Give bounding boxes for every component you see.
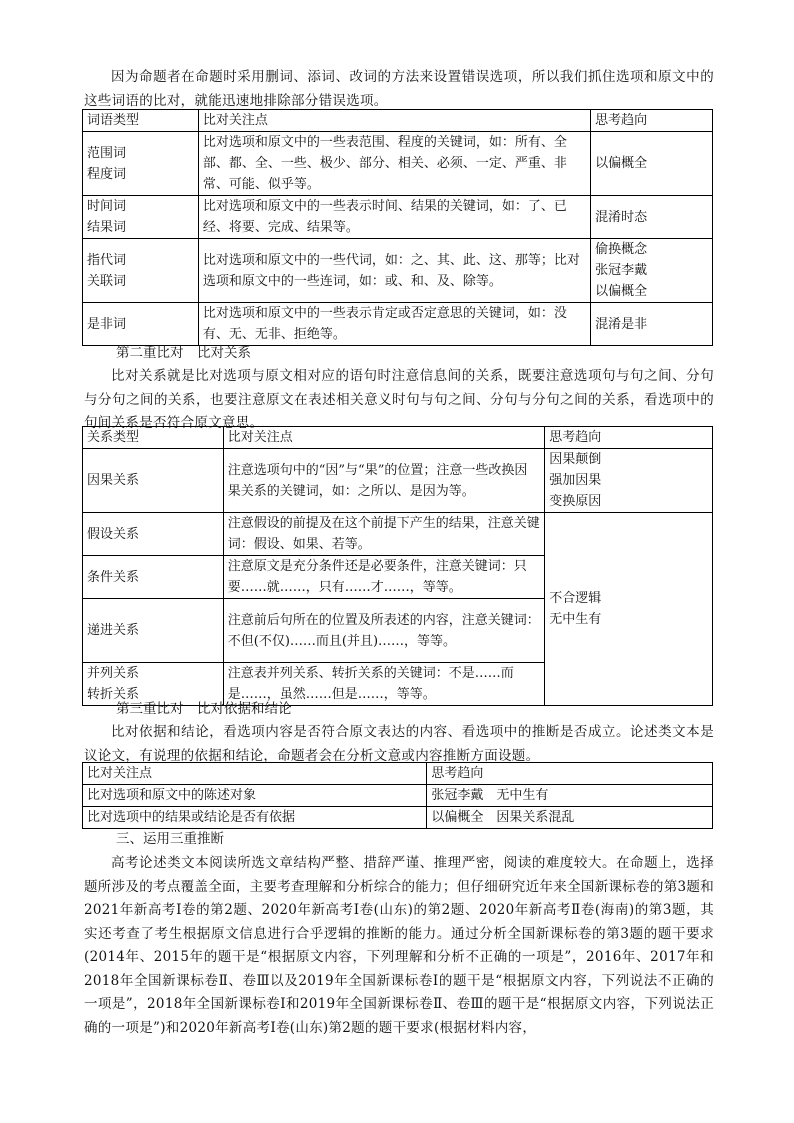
header-cell: 比对关注点 (223, 427, 545, 449)
section-heading: 第三重比对 比对依据和结论 (116, 701, 292, 717)
section-heading: 三、运用三重推断 (116, 831, 224, 847)
word-type-cell: 时间词 结果词 (83, 196, 199, 239)
trend-cell: 以偏概全 因果关系混乱 (427, 807, 713, 829)
trend-cell: 张冠李戴 无中生有 (427, 785, 713, 807)
focus-cell: 注意原文是充分条件还是必要条件，注意关键词：只要……就……，只有……才……，等等。 (223, 556, 545, 599)
section-paragraph: 高考论述类文本阅读所选文章结构严整、措辞严谨、推理严密，阅读的难度较大。在命题上，选择题所涉及的考点覆盖全面，主要考查理解和分析综合的能力；但仔细研究近年来全国新课标卷的第3题和2021年新高考Ⅰ卷的第2题、2020年新高考Ⅰ卷(山东)的第2题、2020年新高考Ⅱ卷(海南)的第3题，其实还考查了考生根据原文信息进行合乎逻辑的推断的能力。通过分析全国新课标卷的第3题的题干要求(2014年、2015年的题干是“根据原文内容，下列理解和分析不正确的一项是”，2016年、2017年和2018年全国新课标卷Ⅱ、卷Ⅲ以及2019年全国新课标卷Ⅰ的题干是“根据原文内容，下列说法不正确的一项是”，2018年全国新课标卷Ⅰ和2019年全国新课标卷Ⅱ、卷Ⅲ的题干是“根据原文内容，下列说法正确的一项是”)和2020年新高考Ⅰ卷(山东)第2题的题干要求(根据材料内容， (84, 855, 714, 1036)
focus-cell: 比对选项中的结果或结论是否有依据 (83, 807, 427, 829)
focus-cell: 注意假设的前提及在这个前提下产生的结果，注意关键词：假设、如果、若等。 (223, 513, 545, 556)
table-row (83, 132, 713, 196)
relation-type-cell: 递进关系 (83, 599, 224, 663)
section-heading: 第二重比对 比对关系 (116, 345, 251, 361)
word-comparison-table (82, 109, 713, 346)
header-cell: 思考趋向 (591, 110, 713, 132)
trend-cell: 混淆时态 (591, 196, 713, 239)
word-type-cell: 指代词 关联词 (83, 239, 199, 303)
table-header-row (83, 110, 713, 132)
header-cell: 关系类型 (83, 427, 224, 449)
header-cell: 思考趋向 (427, 763, 713, 785)
focus-cell: 注意选项句中的“因”与“果”的位置；注意一些改换因果关系的关键词，如：之所以、是因为等。 (223, 449, 545, 513)
trend-cell: 因果颠倒 强加因果 变换原因 (545, 449, 713, 513)
relation-type-cell: 因果关系 (83, 449, 224, 513)
focus-cell: 比对选项和原文中的陈述对象 (83, 785, 427, 807)
relation-type-cell: 条件关系 (83, 556, 224, 599)
header-cell: 词语类型 (83, 110, 199, 132)
table-row (83, 513, 713, 556)
focus-cell: 比对选项和原文中的一些表范围、程度的关键词，如：所有、全部、都、全、一些、极少、部分、相关、必须、一定、严重、非常、可能、似乎等。 (198, 132, 590, 196)
focus-cell: 比对选项和原文中的一些代词，如：之、其、此、这、那等；比对选项和原文中的一些连词，如：或、和、及、除等。 (198, 239, 590, 303)
word-type-cell: 范围词 程度词 (83, 132, 199, 196)
word-type-cell: 是非词 (83, 303, 199, 346)
intro-paragraph: 因为命题者在命题时采用删词、添词、改词的方法来设置错误选项，所以我们抓住选项和原文中的这些词语的比对，就能迅速地排除部分错误选项。 (84, 69, 714, 109)
table-row (83, 449, 713, 513)
table-row (83, 303, 713, 346)
relation-comparison-table (82, 426, 713, 706)
merged-trend-cell: 不合逻辑 无中生有 (545, 513, 713, 706)
focus-cell: 比对选项和原文中的一些表示时间、结果的关键词，如：了、已经、将要、完成、结果等。 (198, 196, 590, 239)
basis-conclusion-table (82, 762, 713, 829)
section-paragraph: 比对依据和结论，看选项内容是否符合原文表达的内容、看选项中的推断是否成立。论述类文本是议论文，有说理的依据和结论，命题者会在分析文意或内容推断方面设题。 (84, 724, 714, 764)
focus-cell: 注意前后句所在的位置及所表述的内容，注意关键词：不但(不仅)……而且(并且)……，等等。 (223, 599, 545, 663)
header-cell: 比对关注点 (198, 110, 590, 132)
table-header-row (83, 763, 713, 785)
focus-cell: 注意表并列关系、转折关系的关键词：不是……而是……，虽然……但是……，等等。 (223, 663, 545, 706)
table-row (83, 196, 713, 239)
section-paragraph: 比对关系就是比对选项与原文相对应的语句时注意信息间的关系，既要注意选项句与句之间、分句与分句之间的关系，也要注意原文在表述相关意义时句与句之间、分句与分句之间的关系，看选项中的句间关系是否符合原文意思。 (84, 368, 714, 431)
table-row (83, 807, 713, 829)
table-header-row (83, 427, 713, 449)
table-row (83, 239, 713, 303)
trend-cell: 以偏概全 (591, 132, 713, 196)
table-row (83, 785, 713, 807)
header-cell: 思考趋向 (545, 427, 713, 449)
relation-type-cell: 假设关系 (83, 513, 224, 556)
relation-type-cell: 并列关系 转折关系 (83, 663, 224, 706)
focus-cell: 比对选项和原文中的一些表示肯定或否定意思的关键词，如：没有、无、无非、拒绝等。 (198, 303, 590, 346)
header-cell: 比对关注点 (83, 763, 427, 785)
trend-cell: 混淆是非 (591, 303, 713, 346)
trend-cell: 偷换概念 张冠李戴 以偏概全 (591, 239, 713, 303)
